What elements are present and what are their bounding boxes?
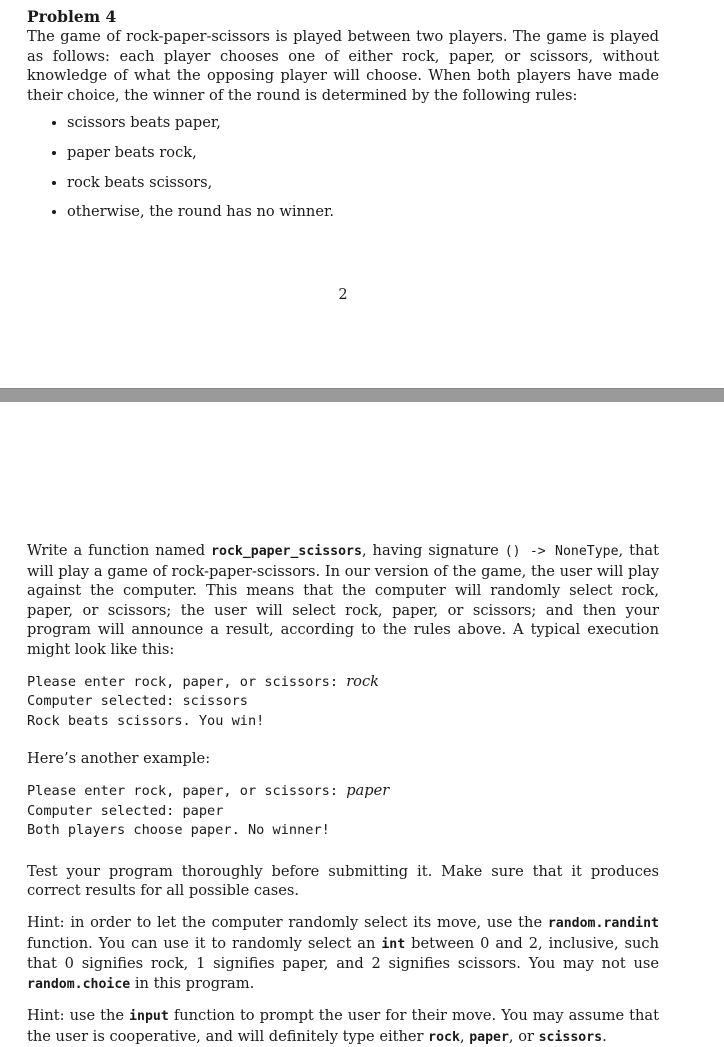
test-note: Test your program thoroughly before submitting it. Make sure that it produces correct results for all possible cases. <box>27 862 659 900</box>
user-input: rock <box>346 672 379 690</box>
another-example-label: Here’s another example: <box>27 750 211 768</box>
code-line: Please enter rock, paper, or scissors: <box>27 782 347 799</box>
hint-input <box>27 1006 659 1047</box>
code-line: Rock beats scissors. You win! <box>27 712 265 729</box>
task-description <box>27 541 659 660</box>
code-line: Both players choose paper. No winner! <box>27 822 330 839</box>
rule-item: • scissors beats paper, <box>67 113 659 133</box>
problem-intro: The game of rock-paper-scissors is played between two players. The game is played as follows: each player chooses one of either rock, paper, or scissors, without knowledge of what the opposing player will choose. When both players have made their choice, the winner of the round is determined by the following rules: <box>27 28 659 104</box>
code-choice: random.choice <box>27 976 131 992</box>
code-rock: rock <box>428 1029 460 1045</box>
code-line: Computer selected: paper <box>27 802 224 819</box>
example-output-2 <box>27 781 659 841</box>
example-output-1 <box>27 672 659 732</box>
code-scissors: scissors <box>538 1029 603 1045</box>
hint-text: . <box>602 1027 607 1045</box>
document-page-bottom <box>0 402 724 1045</box>
hint-text: , <box>459 1027 470 1045</box>
rule-item: • paper beats rock, <box>67 143 659 163</box>
code-randint: random.randint <box>547 915 659 931</box>
code-line: Please enter rock, paper, or scissors: <box>27 673 347 690</box>
task-text: , having signature <box>361 542 505 559</box>
function-name: rock_paper_scissors <box>211 544 362 559</box>
rule-item: • otherwise, the round has no winner. <box>67 202 659 222</box>
task-text: Write a function named <box>27 542 212 559</box>
task-section <box>27 541 659 1047</box>
hint-text: between 0 and 2, inclusive, such that 0 signifies rock, 1 signifies paper, and 2 signifies scissors. You may not use <box>27 934 659 973</box>
code-input: input <box>129 1009 169 1025</box>
problem-section <box>27 7 659 232</box>
page-number: 2 <box>338 286 348 303</box>
hint-text: in this program. <box>130 974 255 992</box>
code-int: int <box>381 936 406 952</box>
hint-text: Hint: use the <box>27 1007 130 1025</box>
function-signature: () -> NoneType <box>504 544 619 559</box>
rule-item: • rock beats scissors, <box>67 173 659 193</box>
code-line: Computer selected: scissors <box>27 693 248 710</box>
user-input: paper <box>346 781 390 799</box>
hint-text: Hint: in order to let the computer randomly select its move, use the <box>27 913 548 931</box>
hint-randint <box>27 913 659 994</box>
task-text: , that will play a game of rock-paper-scissors. In our version of the game, the user will play against the computer. This means that the computer will randomly select rock, paper, or scissors; the user will select rock, paper, or scissors; and then your program will announce a result, according to the rules above. A typical execution might look like this: <box>27 542 659 658</box>
rules-list <box>27 113 659 221</box>
problem-heading: Problem 4 <box>27 7 117 26</box>
hint-text: , or <box>508 1027 539 1045</box>
document-page-top <box>0 0 724 388</box>
hint-text: function. You can use it to randomly select an <box>27 934 382 952</box>
code-paper: paper <box>469 1029 509 1045</box>
hint-text: function to prompt the user for their move. You may assume that the user is cooperative, and will definitely type either <box>27 1007 659 1045</box>
